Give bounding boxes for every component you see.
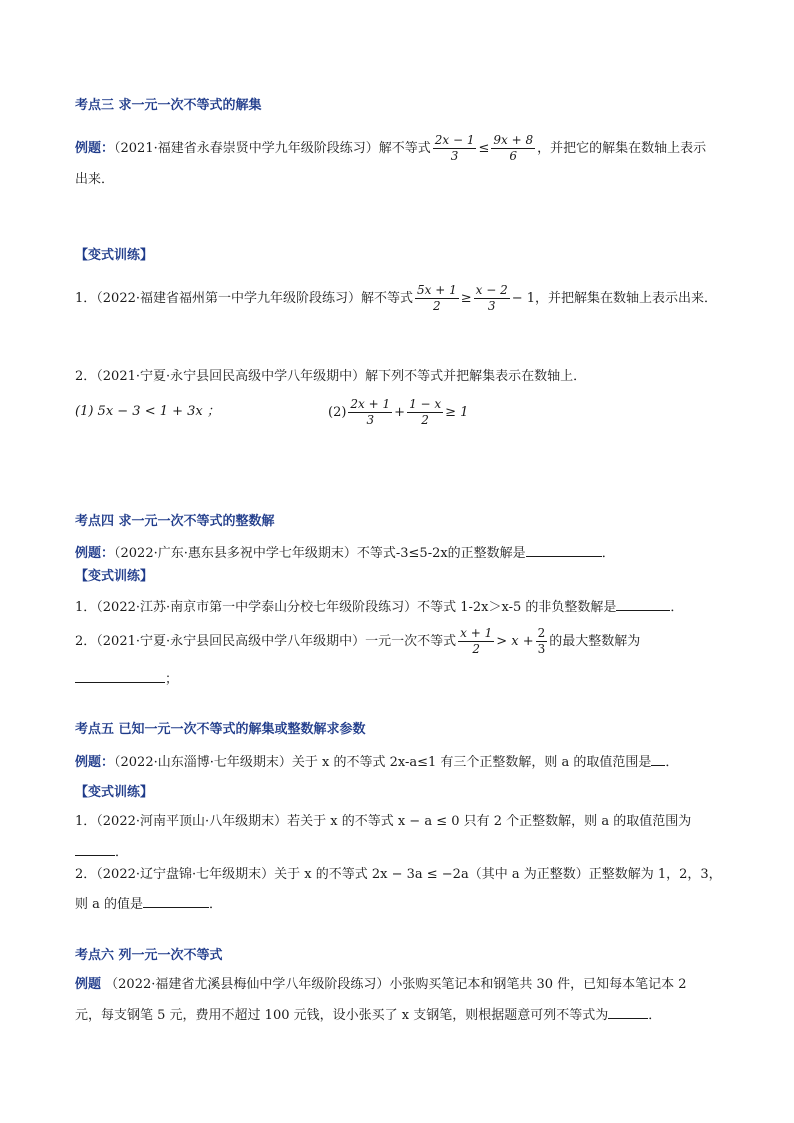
fraction: $\frac{2}{3}$ [537,626,546,656]
section-6-heading: 考点六 列一元一次不等式 [75,948,223,963]
period: ． [601,546,615,561]
example-text: （2022·广东·惠东县多祝中学七年级期末）不等式-3≤5-2x的正整数解是 [114,546,526,561]
s5-q1: 1．（2022·河南平顶山·八年级期末）若关于 x 的不等式 x − a ≤ 0 只有 2 个正整数解，则 a 的取值范围为 [75,814,692,829]
s3-q2: 2．（2021·宁夏·永宁县回民高级中学八年级期中）解下列不等式并把解集表示在数轴上． [75,369,587,384]
s5-q2: 2．（2022·辽宁盘锦·七年级期末）关于 x 的不等式 2x − 3a ≤ −2a（其中 a 为正整数）正整数解为 1，2，3， [75,867,722,882]
part-number: (2) [328,405,347,420]
q1-text: 1．（2022·福建省福州第一中学九年级阶段练习）解不等式 [75,291,413,306]
answer-blank[interactable] [143,893,209,908]
answer-blank[interactable] [616,596,670,611]
period: ． [670,600,684,615]
ge-one: ≥ 1 [445,405,469,420]
s5-q1-line2 [75,841,128,862]
s5-training-label: 【变式训练】 [75,785,154,800]
fraction: $\frac{9x + 8}{6}$ [493,133,534,163]
q1-tail: − 1，并把解集在数轴上表示出来． [511,291,718,306]
q1-text: 1．（2022·江苏·南京市第一中学泰山分校七年级阶段练习）不等式 1-2x＞x-5 的非负整数解是 [75,600,617,615]
answer-blank[interactable] [75,668,165,683]
s5-example [75,751,678,772]
example-label: 例题： [75,755,115,770]
example-text: （2022·福建省尤溪县梅仙中学八年级阶段练习）小张购买笔记本和钢笔共 30 件，已知每本笔记本 2 [105,977,687,992]
s3-q1 [75,283,717,314]
plus-sign: + [394,405,406,420]
answer-blank[interactable] [608,1004,648,1019]
fraction: $\frac{x - 2}{3}$ [475,283,508,313]
s4-q2 [75,626,640,657]
q2-text: 2．（2021·宁夏·永宁县回民高级中学八年级期中）一元一次不等式 [75,634,457,649]
example-label: 例题： [75,546,115,561]
s5-q2-line2 [75,893,222,914]
semicolon: ； [165,672,179,687]
fraction: $\frac{5x + 1}{2}$ [417,283,457,313]
le-sign: ≤ [478,141,490,156]
s3-example-line2: 出来． [75,172,115,187]
gt-expr: > x + [496,634,534,649]
section-5-heading: 考点五 已知一元一次不等式的解集或整数解求参数 [75,722,366,737]
s3-example [75,133,706,164]
answer-blank[interactable] [651,751,665,766]
fraction: $\frac{x + 1}{2}$ [460,626,493,656]
fraction: $\frac{2x - 1}{3}$ [434,133,475,163]
section-3-heading: 考点三 求一元一次不等式的解集 [75,98,262,113]
period: ． [209,897,223,912]
example-label: 例题 [75,977,102,992]
s4-q1 [75,596,683,617]
s3-q2-part2 [328,397,468,428]
ge-sign: ≥ [460,291,472,306]
example-tail: ，并把它的解集在数轴上表示 [537,141,707,156]
period: ． [665,755,679,770]
s4-q2-line2 [75,668,178,689]
fraction: $\frac{1 - x}{2}$ [409,397,442,427]
example-source: （2021·福建省永春崇贤中学九年级阶段练习）解不等式 [114,141,431,156]
q2-text: 则 a 的值是 [75,897,144,912]
example-text: 元，每支钢笔 5 元，费用不超过 100 元钱，设小张买了 x 支钢笔，则根据题意可列不等式为 [75,1008,609,1023]
period: ． [115,845,129,860]
period: ． [648,1008,662,1023]
section-4-heading: 考点四 求一元一次不等式的整数解 [75,514,275,529]
s4-example [75,542,615,563]
s3-training-label: 【变式训练】 [75,248,154,263]
s3-q2-part1: (1) 5x − 3 < 1 + 3x ； [75,404,220,419]
fraction: $\frac{2x + 1}{3}$ [350,397,391,427]
q2-tail: 的最大整数解为 [549,634,641,649]
s6-example [75,976,687,994]
example-text: （2022·山东淄博·七年级期末）关于 x 的不等式 2x-a≤1 有三个正整数解，则 a 的取值范围是 [114,755,652,770]
s6-example-line2 [75,1004,661,1025]
s4-training-label: 【变式训练】 [75,569,154,584]
answer-blank[interactable] [526,542,602,557]
answer-blank[interactable] [75,841,115,856]
example-label: 例题： [75,141,115,156]
